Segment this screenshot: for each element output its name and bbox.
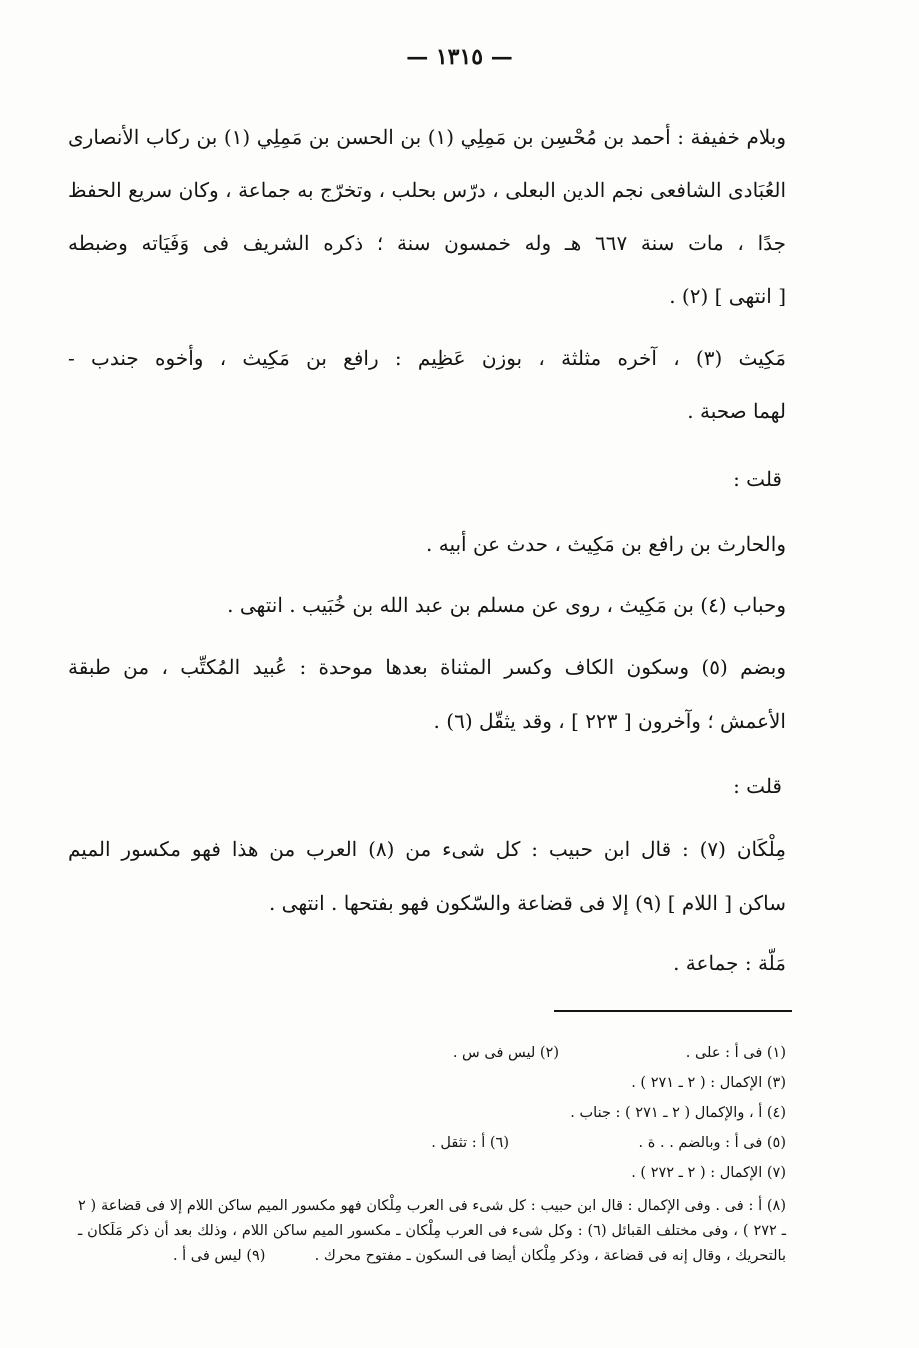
footnote-3: (٣) الإكمال : ( ٢ ـ ٢٧١ ) . [631, 1075, 786, 1091]
qult-heading-2: قلت : [733, 774, 782, 798]
paragraph-7: مَلّة : جماعة . [673, 951, 786, 975]
paragraph-1-line-3: جدًا ، مات سنة ٦٦٧ هـ وله خمسون سنة ؛ ذكره الشريف فى وَفَيَاته وضبطه [68, 231, 787, 255]
paragraph-4: وحباب (٤) بن مَكِيث ، روى عن مسلم بن عبد الله بن خُبَيب . انتهى . [227, 593, 786, 617]
footnote-8 [78, 1194, 786, 1269]
footnote-8-text: (٨) أ : فى . وفى الإكمال : قال ابن حبيب : كل شىء فى العرب مِلْكان فهو مكسور الميم ساكن اللام إلا فى قضاعة ( ٢ ـ ٢٧٢ ) ، وفى مختلف القبائل (٦) : وكل شىء فى العرب مِلْكان ـ مكسور الميم ساكن اللام ، وذلك بعد أن ذكر مَلَكان ـ بالتحريك ، وقال إنه فى قضاعة ، وذكر مِلْكان أيضا فى السكون ـ مفتوح محرك . [78, 1198, 787, 1264]
paragraph-1-line-2: العُبَادى الشافعى نجم الدين البعلى ، درّس بحلب ، وتخرّج به جماعة ، وكان سريع الحفظ [68, 178, 786, 202]
footnote-7: (٧) الإكمال : ( ٢ ـ ٢٧٢ ) . [631, 1165, 786, 1181]
footnote-6: (٦) أ : تثقل . [431, 1135, 509, 1151]
paragraph-2-line-1: مَكِيث (٣) ، آخره مثلثة ، بوزن عَظِيم : رافع بن مَكِيث ، وأخوه جندب - [68, 346, 786, 370]
main-text [68, 0, 786, 1000]
paragraph-1-line-1: وبلام خفيفة : أحمد بن مُحْسِن بن مَمِلِي (١) بن الحسن بن مَمِلِي (١) بن ركاب الأنصارى [68, 125, 786, 149]
qult-heading-1: قلت : [733, 467, 782, 491]
paragraph-6-line-1: مِلْكَان (٧) : قال ابن حبيب : كل شىء من (٨) العرب من هذا فهو مكسور الميم [68, 837, 786, 861]
footnote-1: (١) فى أ : على . [685, 1045, 786, 1061]
paragraph-5-line-1: وبضم (٥) وسكون الكاف وكسر المثناة بعدها موحدة : عُبيد المُكتِّب ، من طبقة [68, 655, 786, 679]
paragraph-6-line-2: ساكن [ اللام ] (٩) إلا فى قضاعة والسّكون فهو بفتحها . انتهى . [268, 891, 786, 915]
paragraph-1-line-4: [ انتهى ] (٢) . [669, 284, 786, 308]
paragraph-2-line-2: لهما صحبة . [687, 399, 786, 423]
footnote-5: (٥) فى أ : وبالضم . . ة . [638, 1135, 786, 1151]
footnote-separator [554, 1010, 792, 1012]
page-number: — ١٣١٥ — [406, 44, 513, 70]
paragraph-5-line-2: الأعمش ؛ وآخرون [ ٢٢٣ ] ، وقد يثقّل (٦) . [433, 709, 786, 733]
footnote-4: (٤) أ ، والإكمال ( ٢ ـ ٢٧١ ) : جناب . [570, 1105, 786, 1121]
footnote-9: (٩) ليس فى أ . [172, 1248, 266, 1264]
footnote-2: (٢) ليس فى س . [452, 1045, 559, 1061]
paragraph-3: والحارث بن رافع بن مَكِيث ، حدث عن أبيه . [426, 532, 786, 556]
